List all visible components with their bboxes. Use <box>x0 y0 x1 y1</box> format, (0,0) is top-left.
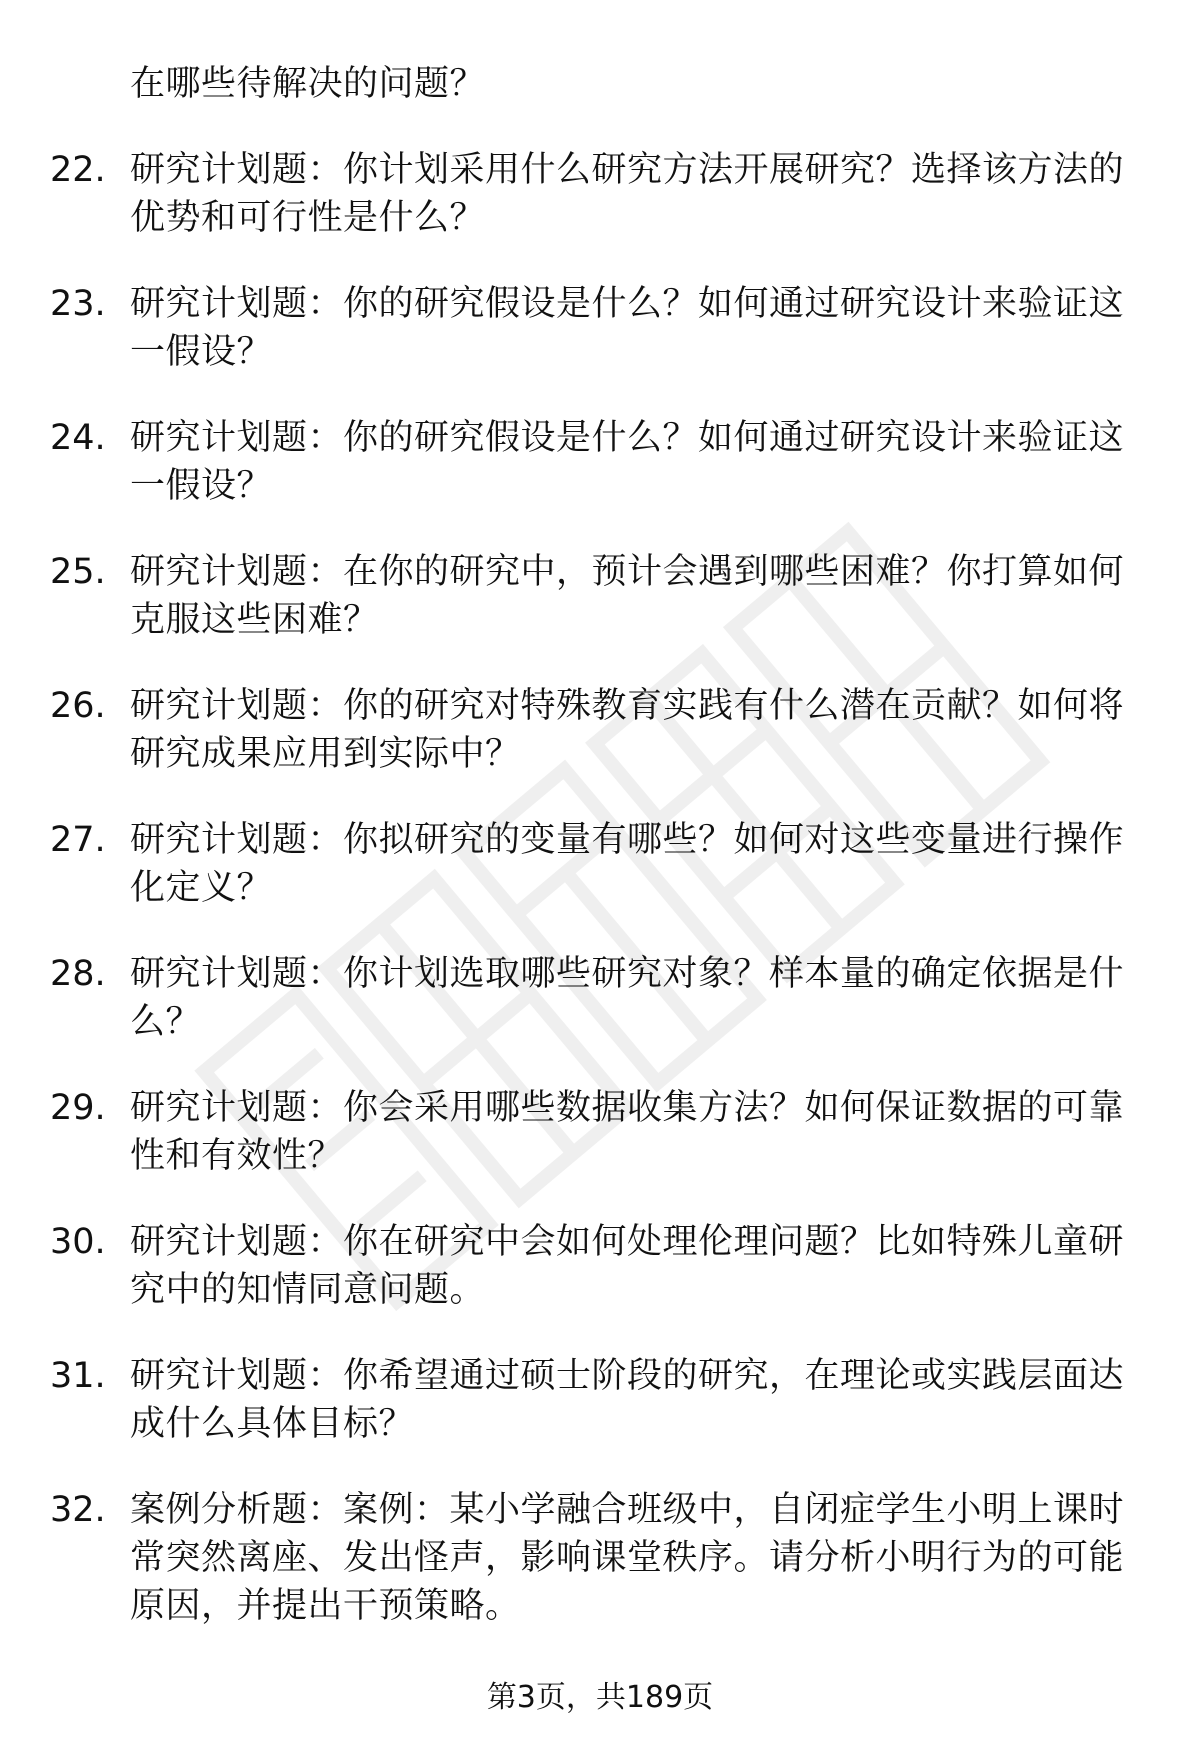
item-text: 在哪些待解决的问题？ <box>130 64 486 104</box>
item-text: 研究计划题：你的研究假设是什么？如何通过研究设计来验证这一假设？ <box>130 418 1125 506</box>
item-text: 研究计划题：你计划选取哪些研究对象？样本量的确定依据是什么？ <box>130 954 1125 1042</box>
item-number: 27. <box>50 820 106 860</box>
item-number: 29. <box>50 1088 106 1128</box>
page-footer <box>0 1678 1200 1718</box>
list-item <box>50 1084 1150 1180</box>
item-text: 案例分析题：案例：某小学融合班级中，自闭症学生小明上课时常突然离座、发出怪声，影响课堂秩序。请分析小明行为的可能原因，并提出干预策略。 <box>130 1490 1125 1626</box>
item-number: 22. <box>50 150 106 190</box>
list-item <box>50 1218 1150 1314</box>
list-item <box>50 548 1150 644</box>
item-text: 研究计划题：你的研究对特殊教育实践有什么潜在贡献？如何将研究成果应用到实际中？ <box>130 686 1125 774</box>
list-item <box>50 146 1150 242</box>
item-number: 31. <box>50 1356 106 1396</box>
item-text: 研究计划题：你会采用哪些数据收集方法？如何保证数据的可靠性和有效性？ <box>130 1088 1125 1176</box>
item-number: 28. <box>50 954 106 994</box>
item-number: 25. <box>50 552 106 592</box>
item-number: 32. <box>50 1490 106 1530</box>
item-number: 24. <box>50 418 106 458</box>
item-text: 研究计划题：你希望通过硕士阶段的研究，在理论或实践层面达成什么具体目标？ <box>130 1356 1125 1444</box>
list-item <box>50 1352 1150 1448</box>
page-number: 第3页，共189页 <box>486 1680 714 1715</box>
item-number: 23. <box>50 284 106 324</box>
item-number: 26. <box>50 686 106 726</box>
question-list <box>50 60 1150 1630</box>
item-text: 研究计划题：你拟研究的变量有哪些？如何对这些变量进行操作化定义？ <box>130 820 1125 908</box>
list-item <box>50 1486 1150 1630</box>
list-item <box>50 414 1150 510</box>
list-item <box>50 816 1150 912</box>
item-number: 30. <box>50 1222 106 1262</box>
list-item <box>50 682 1150 778</box>
list-item <box>50 280 1150 376</box>
list-item <box>50 60 1150 108</box>
item-text: 研究计划题：在你的研究中，预计会遇到哪些困难？你打算如何克服这些困难？ <box>130 552 1125 640</box>
item-text: 研究计划题：你在研究中会如何处理伦理问题？比如特殊儿童研究中的知情同意问题。 <box>130 1222 1125 1310</box>
item-text: 研究计划题：你的研究假设是什么？如何通过研究设计来验证这一假设？ <box>130 284 1125 372</box>
list-item <box>50 950 1150 1046</box>
item-text: 研究计划题：你计划采用什么研究方法开展研究？选择该方法的优势和可行性是什么？ <box>130 150 1125 238</box>
